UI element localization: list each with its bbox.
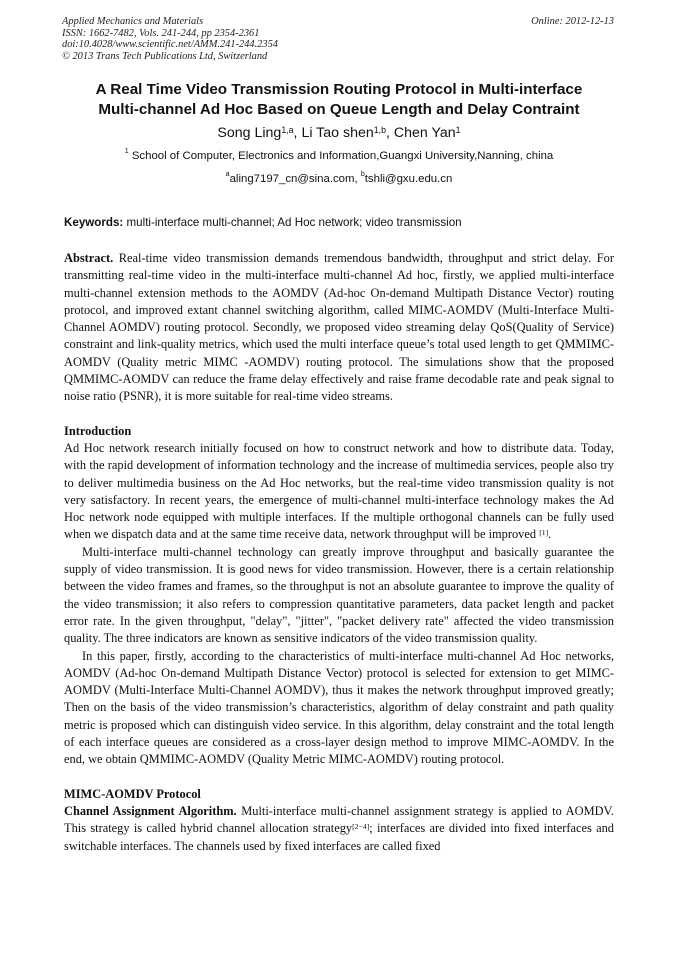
channel-assignment-paragraph: Channel Assignment Algorithm. Multi-interface multi-channel assignment strategy is applied to AOMDV. This strategy is called hybrid channel allocation strategy[2−4]; interfaces are divided into fixed interfaces and switchable interfaces. The channels used by fixed interfaces are called fixed	[64, 803, 614, 853]
intro-paragraph-3: In this paper, firstly, according to the characteristics of multi-interface multi-channel Ad Hoc networks, AOMDV (Ad-hoc On-demand Multipath Distance Vector) protocol is selected for extension to get MIMC-AOMDV (Multi-Interface Multi-Channel AOMDV), thus it makes the network throughput improved greatly; Then on the basis of the video transmission’s characteristics, algorithm of delay constraint and path quality metric is proposed which can distinguish video service. In this algorithm, delay constraint and the total length of each interface queues are considered as a cross-layer design method to improve MIMC-AOMDV. In the end, we obtain QMMIMC-AOMDV (Quality Metric MIMC-AOMDV) routing protocol.	[64, 648, 614, 767]
author-2-sup: 1,b	[373, 125, 386, 136]
keywords-text: multi-interface multi-channel; Ad Hoc network; video transmission	[126, 216, 462, 229]
title-line-2: Multi-channel Ad Hoc Based on Queue Length and Delay Contraint	[98, 101, 580, 118]
paper-body	[64, 250, 614, 855]
abstract-label: Abstract.	[64, 251, 114, 265]
affiliation-text: School of Computer, Electronics and Information,Guangxi University,Nanning, china	[131, 150, 554, 162]
journal-name: Applied Mechanics and Materials	[62, 16, 204, 27]
title-line-1: A Real Time Video Transmission Routing Protocol in Multi-interface	[95, 81, 583, 98]
citation-2-4: [2−4]	[352, 821, 370, 831]
affiliation	[0, 147, 678, 162]
email-a[interactable]: aling7197_cn@sina.com,	[229, 173, 358, 185]
section-heading-introduction: Introduction	[64, 423, 132, 438]
issn-line: ISSN: 1662-7482, Vols. 241-244, pp 2354-2361	[62, 27, 260, 39]
email-b-sup: b	[360, 170, 365, 178]
online-date: Online: 2012-12-13	[531, 16, 614, 27]
author-emails	[0, 170, 678, 185]
author-3-sup: 1	[455, 125, 461, 136]
author-3: Chen Yan	[393, 125, 456, 141]
keywords-label: Keywords:	[64, 216, 124, 229]
citation-1: [1]	[539, 528, 549, 538]
author-1-sup: 1,a	[281, 125, 294, 136]
intro-paragraph-1: Ad Hoc network research initially focused on how to construct network and how to distribute data. Today, with the rapid development of information technology and the increase of multimedia services, people also try to deliver multimedia business on the Ad Hoc networks, but the real-time video transmission quality is not very satisfactory. In recent years, the emergence of multi-channel multi-interface technology makes the Ad Hoc network node equipped with multiple interfaces. If the multiple orthogonal channels can be fully used when we dispatch data and at the same time receive data, network throughput will be improved [1].	[64, 440, 614, 542]
copyright-line: © 2013 Trans Tech Publications Ltd, Switzerland	[62, 50, 268, 62]
affiliation-sup: 1	[124, 147, 129, 155]
paper-title	[40, 80, 638, 120]
abstract-text: Real-time video transmission demands tremendous bandwidth, throughput and strict delay. For transmitting real-time video in the multi-interface multi-channel Ad hoc, firstly, we applied multi-interface multi-channel extension methods to the AOMDV (Ad-hoc On-demand Multipath Distance Vector) routing protocol, and improved extant channel switching algorithm, called MIMC-AOMDV (Multi-Interface Multi-Channel AOMDV) routing protocol. Secondly, we proposed video streaming delay QoS(Quality of Service) constraint and link-quality metrics, which used the multi interface queue’s total used length to get QMMIMC-AOMDV (Quality metric MIMC -AOMDV) routing protocol. The simulations show that the proposed QMMIMC-AOMDV can reduce the frame delay effectively and raise frame decodable rate and peak signal to noise ratio (PSNR), it is more suitable for real-time video streams.	[64, 251, 614, 404]
keywords	[64, 216, 624, 229]
author-2: Li Tao shen	[301, 125, 374, 141]
subsection-label: Channel Assignment Algorithm.	[64, 803, 237, 818]
abstract	[64, 250, 614, 406]
author-list: Song Ling$^{1,a}$, Li Tao shen$^{1,b}$, Chen Yan$^1$	[217, 125, 461, 141]
doi-line[interactable]: doi:10.4028/www.scientific.net/AMM.241-244.2354	[62, 39, 278, 51]
email-a-sup: a	[225, 170, 230, 178]
intro-paragraph-2: Multi-interface multi-channel technology can greatly improve throughput and basically guarantee the supply of video transmission. It is good news for video transmission. However, there is a certain relationship between the video frames and frames, so the throughput is not an absolute guarantee to improve the quality of the video transmission; it also refers to compression quantitative parameters, data packet length and packet error rate. In the given throughput, "delay", "jitter", "packet delivery rate" affected the video transmission quality. The three indicators are known as sensitive indicators of the video transmission quality.	[64, 544, 614, 646]
section-heading-mimc-aomdv: MIMC-AOMDV Protocol	[64, 786, 201, 801]
email-b[interactable]: tshli@gxu.edu.cn	[364, 173, 453, 185]
author-1: Song Ling	[217, 125, 282, 141]
